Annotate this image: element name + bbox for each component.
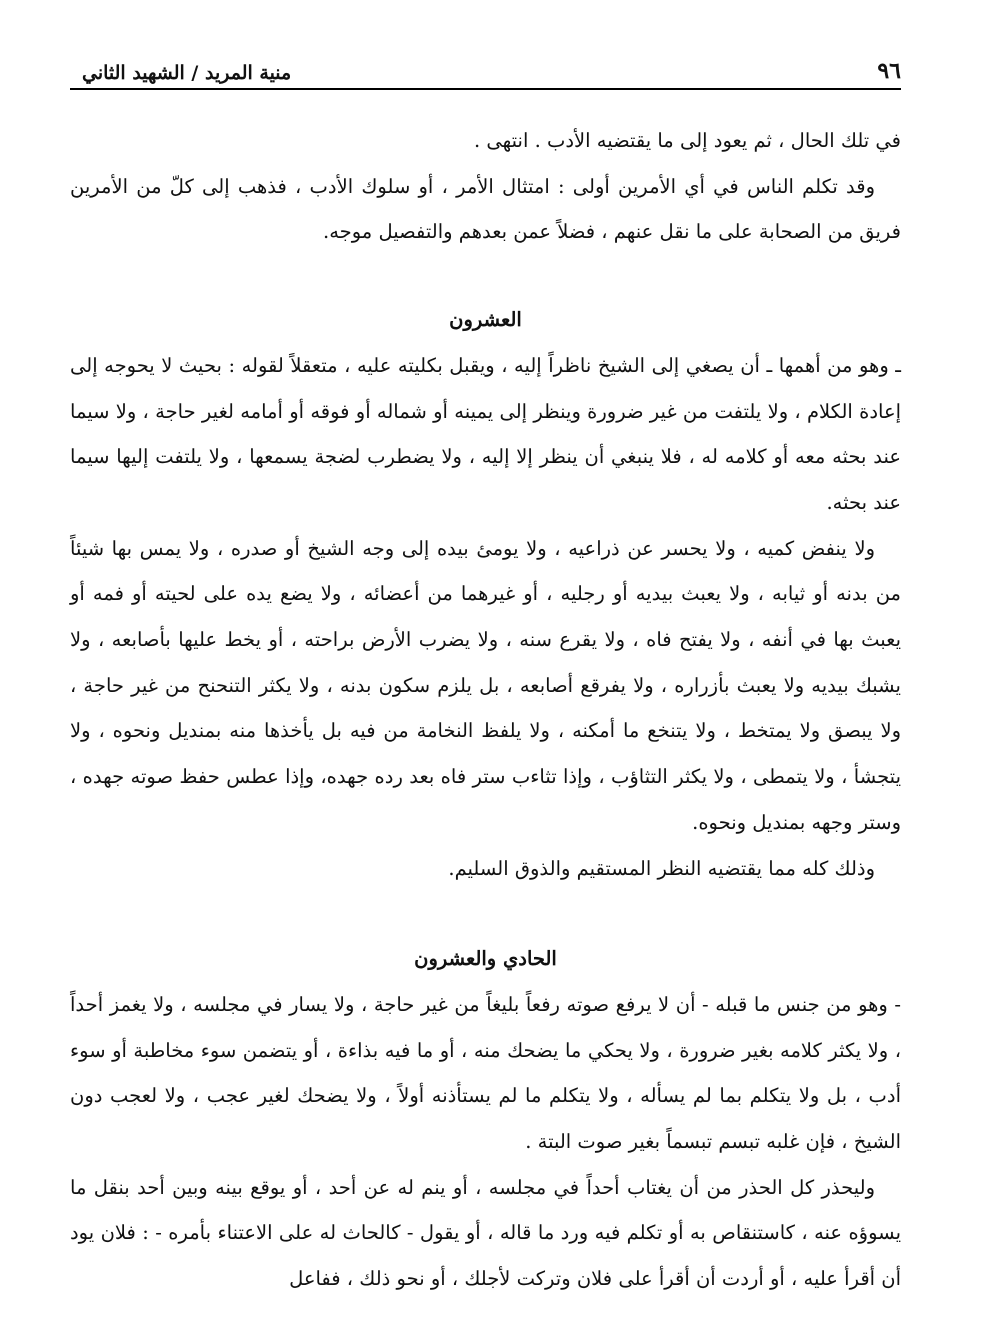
paragraph: ـ وهو من أهمها ـ أن يصغي إلى الشيخ ناظراً إليه ، ويقبل بكليته عليه ، متعقلاً لقوله : بحيث لا يحوجه إلى إعادة الكلام ، ولا يلتفت من غير ضرورة وينظر إلى يمينه أو شماله أو فوقه أو أمامه لغير حاجة ، ولا سيما عند بحثه معه أو كلامه له ، فلا ينبغي أن ينظر إلا إليه ، ولا يضطرب لضجة يسمعها ، ولا يلتفت إليها سيما عند بحثه. [70, 353, 901, 514]
paragraph: وقد تكلم الناس في أي الأمرين أولى : امتثال الأمر ، أو سلوك الأدب ، فذهب إلى كلّ من الأمرين فريق من الصحابة على ما نقل عنهم ، فضلاً عمن بعدهم والتفصيل موجه. [70, 174, 901, 244]
section-spacer [70, 255, 901, 297]
paragraph: ولا ينفض كميه ، ولا يحسر عن ذراعيه ، ولا يومئ بيده إلى وجه الشيخ أو صدره ، ولا يمس بها شيئاً من بدنه أو ثيابه ، ولا يعبث بيديه أو رجليه ، أو غيرهما من أعضائه ، ولا يضع يده على لحيته أو فمه أو يعبث بها في أنفه ، ولا يفتح فاه ، ولا يقرع سنه ، ولا يضرب الأرض براحته ، أو يخط عليها بأصابعه ، ولا يشبك بيديه ولا يعبث بأزراره ، ولا يفرقع أصابعه ، بل يلزم سكون بدنه ، ولا يكثر التنحنح من غير حاجة ، ولا يبصق ولا يمتخط ، ولا يتنخع ما أمكنه ، ولا يلفظ النخامة من فيه بل يأخذها منه بمنديل ونحوه ، ولا يتجشأ ، ولا يتمطى ، ولا يكثر التثاؤب ، وإذا تثاءب ستر فاه بعد رده جهده، وإذا عطس حفظ صوته جهده ، وستر وجهه بمنديل ونحوه. [70, 536, 901, 834]
paragraph: في تلك الحال ، ثم يعود إلى ما يقتضيه الأدب . انتهى . [474, 129, 901, 152]
paragraph: - وهو من جنس ما قبله - أن لا يرفع صوته رفعاً بليغاً من غير حاجة ، ولا يسار في مجلسه ، ولا يغمز أحداً ، ولا يكثر كلامه بغير ضرورة ، ولا يحكي ما يضحك منه ، أو ما فيه بذاءة ، أو يتضمن سوء مخاطبة أو سوء أدب ، بل ولا يتكلم بما لم يسأله ، ولا يتكلم ما لم يستأذنه أولاً ، ولا يضحك لغير عجب ، ولا لعجب دون الشيخ ، فإن غلبه تبسم تبسماً بغير صوت البتة . [70, 992, 901, 1154]
paragraph: وذلك كله مما يقتضيه النظر المستقيم والذوق السليم. [448, 856, 875, 880]
section-spacer [70, 891, 901, 936]
paragraph: وليحذر كل الحذر من أن يغتاب أحداً في مجلسه ، أو ينم له عن أحد ، أو يوقع بينه وبين أحد بنقل ما يسوؤه عنه ، كاستنقاص به أو تكلم فيه ورد ما قاله ، أو يقول - كالحاث له على الاعتناء بأمره - : فلان يود أن أقرأ عليه ، أو أردت أن أقرأ على فلان وتركت لأجلك ، أو نحو ذلك ، ففاعل [70, 1175, 901, 1291]
page-number: ٩٦ [877, 58, 901, 84]
section-heading-21: الحادي والعشرون [414, 947, 557, 971]
page-header [70, 50, 901, 90]
page-body [70, 118, 901, 1302]
running-title: منية المريد / الشهيد الثاني [82, 62, 292, 84]
section-heading-20: العشرون [449, 308, 522, 332]
